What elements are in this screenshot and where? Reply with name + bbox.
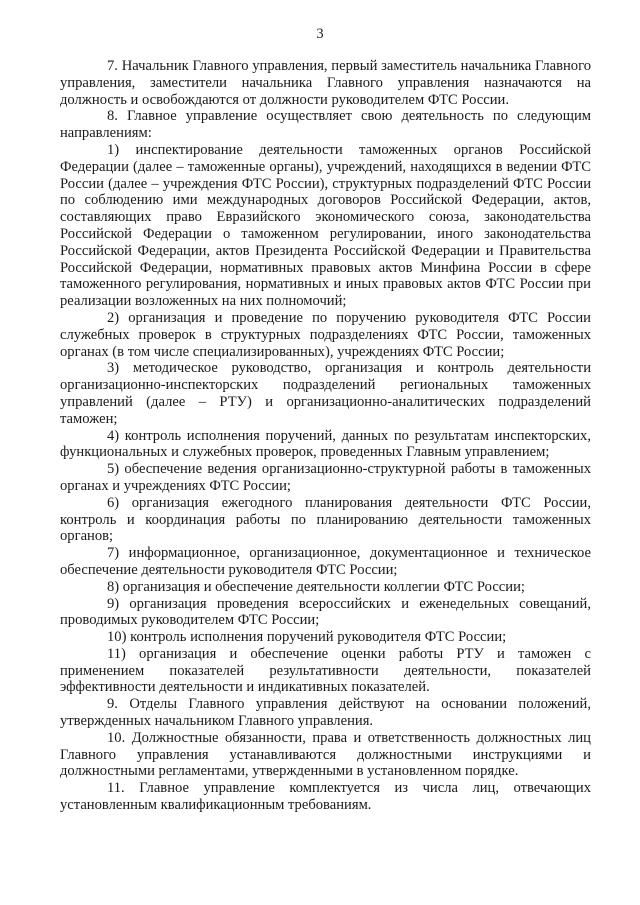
paragraph-8: 8. Главное управление осуществляет свою деятельность по следующим направлениям: (60, 108, 591, 142)
paragraph-9: 9. Отделы Главного управления действуют на основании положений, утвержденных начальником Главного управления. (60, 696, 591, 730)
paragraph-11: 11. Главное управление комплектуется из числа лиц, отвечающих установленным квалификационным требованиям. (60, 780, 591, 814)
list-item-11: 11) организация и обеспечение оценки работы РТУ и таможен с применением показателей результативности деятельности, показателей эффективности деятельности и индикативных показателей. (60, 645, 591, 696)
list-item-9: 9) организация проведения всероссийских и еженедельных совещаний, проводимых руководителем ФТС России; (60, 595, 591, 629)
document-body (60, 58, 591, 814)
list-item-8: 8) организация и обеспечение деятельности коллегии ФТС России; (107, 578, 525, 595)
list-item-4: 4) контроль исполнения поручений, данных по результатам инспекторских, функциональных и служебных проверок, проведенных Главным управлением; (60, 427, 591, 461)
paragraph-10: 10. Должностные обязанности, права и ответственность должностных лиц Главного управления устанавливаются должностными инструкциями и должностными регламентами, утвержденными в установленном порядке. (60, 729, 591, 780)
paragraph-7: 7. Начальник Главного управления, первый заместитель начальника Главного управления, заместители начальника Главного управления назначаются на должность и освобождаются от должности руководителем ФТС России. (60, 58, 591, 108)
list-item-2: 2) организация и проведение по поручению руководителя ФТС России служебных проверок в структурных подразделениях ФТС России, таможенных органах (в том числе специализированных), учреждениях ФТС России; (60, 309, 591, 360)
list-item-5: 5) обеспечение ведения организационно-структурной работы в таможенных органах и учреждениях ФТС России; (60, 461, 591, 494)
list-item-7: 7) информационное, организационное, документационное и техническое обеспечение деятельности руководителя ФТС России; (60, 545, 591, 578)
page-number: 3 (316, 26, 324, 42)
list-item-1: 1) инспектирование деятельности таможенных органов Российской Федерации (далее – таможенные органы), учреждений, находящихся в ведении ФТС России (далее – учреждения ФТС России), структурных подразделений ФТС России по соблюдению ими международных договоров Российской Федерации, актов, составляющих право Евразийского экономического союза, законодательства Российской Федерации о таможенном регулировании, иного законодательства Российской Федерации, актов Президента Российской Федерации и Правительства Российской Федерации, нормативных правовых актов Минфина России в сфере таможенного регулирования, нормативных и иных правовых актов ФТС России при реализации возложенных на них полномочий; (60, 141, 591, 310)
list-item-3: 3) методическое руководство, организация и контроль деятельности организационно-инспекторских подразделений региональных таможенных управлений (далее – РТУ) и организационно-аналитических подразделений таможен; (60, 360, 591, 427)
list-item-10: 10) контроль исполнения поручений руководителя ФТС России; (107, 629, 507, 646)
list-item-6: 6) организация ежегодного планирования деятельности ФТС России, контроль и координация работы по планированию деятельности таможенных органов; (60, 494, 591, 545)
